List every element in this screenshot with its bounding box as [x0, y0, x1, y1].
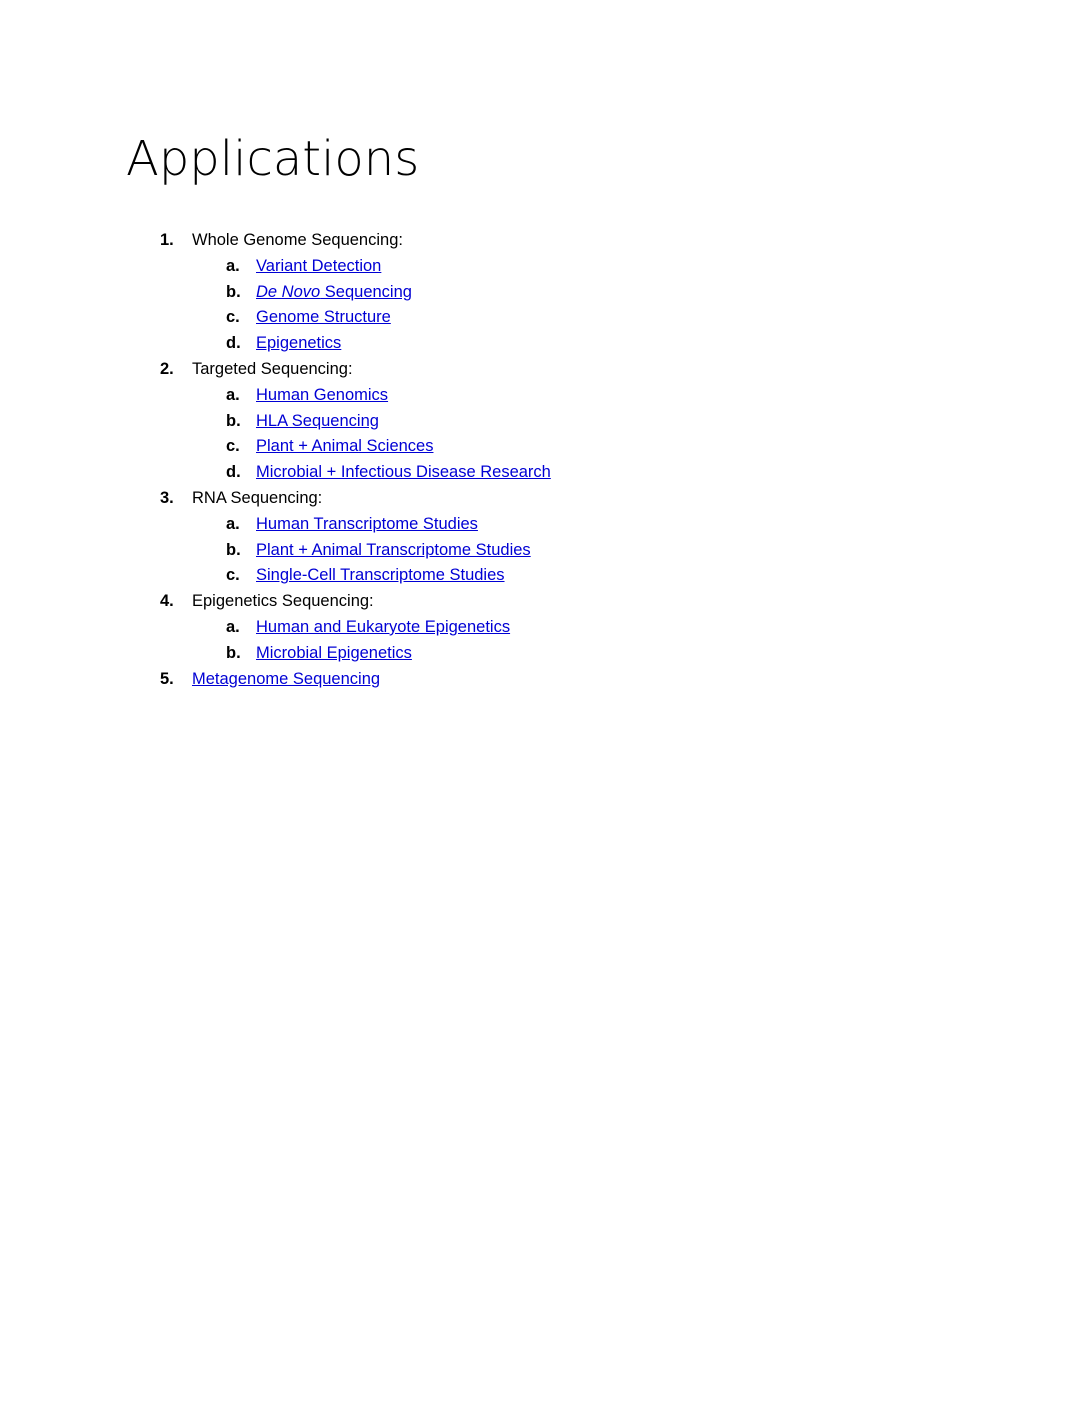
- sub-list-marker: a.: [226, 385, 240, 404]
- text-targeted-sequencing: Targeted Sequencing:: [192, 359, 353, 378]
- sub-list-item-plant-animal-sciences[interactable]: [0, 434, 1088, 460]
- link-human-genomics[interactable]: Human Genomics: [256, 385, 389, 404]
- list-item-metagenome-sequencing[interactable]: [0, 667, 1088, 693]
- text-whole-genome-sequencing: Whole Genome Sequencing:: [192, 231, 403, 249]
- sub-list-item-microbial-epigenetics[interactable]: [0, 641, 1088, 667]
- link-single-cell-transcriptome-studies[interactable]: Single-Cell Transcriptome Studies: [256, 566, 505, 585]
- sub-list-marker: b.: [226, 540, 241, 559]
- sub-list-item-human-and-eukaryote-epigenetics[interactable]: [0, 615, 1088, 641]
- sub-list-marker: a.: [226, 617, 240, 636]
- list-marker: 2.: [160, 359, 174, 378]
- link-hla-sequencing[interactable]: HLA Sequencing: [256, 411, 379, 430]
- link-variant-detection[interactable]: Variant Detection: [256, 256, 382, 275]
- link-metagenome-sequencing[interactable]: Metagenome Sequencing: [192, 669, 381, 688]
- link-human-transcriptome-studies[interactable]: Human Transcriptome Studies: [256, 514, 478, 533]
- sub-list-item-microbial-infectious-disease-research[interactable]: [0, 460, 1088, 486]
- list-marker: 5.: [160, 669, 174, 688]
- list-marker: 4.: [160, 592, 174, 611]
- list-item-targeted-sequencing: [0, 357, 1088, 383]
- text-rna-sequencing: RNA Sequencing:: [192, 488, 323, 507]
- link-de-novo-sequencing[interactable]: De Novo Sequencing: [256, 282, 412, 301]
- sub-list-item-hla-sequencing[interactable]: [0, 409, 1088, 435]
- italic-term: De Novo: [256, 282, 321, 301]
- sub-list-marker: d.: [226, 463, 241, 482]
- sub-list-item-single-cell-transcriptome-studies[interactable]: [0, 563, 1088, 589]
- sub-list-item-variant-detection[interactable]: [0, 254, 1088, 280]
- sub-list-marker: d.: [226, 334, 241, 353]
- sub-list-item-human-transcriptome-studies[interactable]: [0, 512, 1088, 538]
- sub-list-marker: c.: [226, 566, 240, 585]
- page-title: Applications: [126, 131, 420, 187]
- sub-list-item-human-genomics[interactable]: [0, 383, 1088, 409]
- link-plant-animal-transcriptome-studies[interactable]: Plant + Animal Transcriptome Studies: [256, 540, 531, 559]
- applications-outline-list: [0, 228, 1088, 692]
- sub-list-marker: b.: [226, 411, 241, 430]
- sub-list-item-de-novo-sequencing[interactable]: [0, 280, 1088, 306]
- link-epigenetics[interactable]: Epigenetics: [256, 334, 342, 353]
- sub-list-marker: c.: [226, 308, 240, 327]
- link-plant-animal-sciences[interactable]: Plant + Animal Sciences: [256, 437, 434, 456]
- sub-list-marker: b.: [226, 282, 241, 301]
- link-microbial-infectious-disease-research[interactable]: Microbial + Infectious Disease Research: [256, 463, 551, 482]
- list-item-whole-genome-sequencing: [0, 228, 1088, 254]
- link-human-and-eukaryote-epigenetics[interactable]: Human and Eukaryote Epigenetics: [256, 617, 511, 636]
- list-item-epigenetics-sequencing: [0, 589, 1088, 615]
- sub-list-marker: b.: [226, 643, 241, 662]
- sub-list-marker: a.: [226, 514, 240, 533]
- sub-list-item-epigenetics[interactable]: [0, 331, 1088, 357]
- link-microbial-epigenetics[interactable]: Microbial Epigenetics: [256, 643, 412, 662]
- sub-list-marker: a.: [226, 256, 240, 275]
- text-epigenetics-sequencing: Epigenetics Sequencing:: [192, 592, 374, 611]
- list-item-rna-sequencing: [0, 486, 1088, 512]
- sub-list-item-genome-structure[interactable]: [0, 305, 1088, 331]
- list-marker: 1.: [160, 231, 174, 249]
- list-marker: 3.: [160, 488, 174, 507]
- sub-list-marker: c.: [226, 437, 240, 456]
- link-genome-structure[interactable]: Genome Structure: [256, 308, 391, 327]
- sub-list-item-plant-animal-transcriptome-studies[interactable]: [0, 538, 1088, 564]
